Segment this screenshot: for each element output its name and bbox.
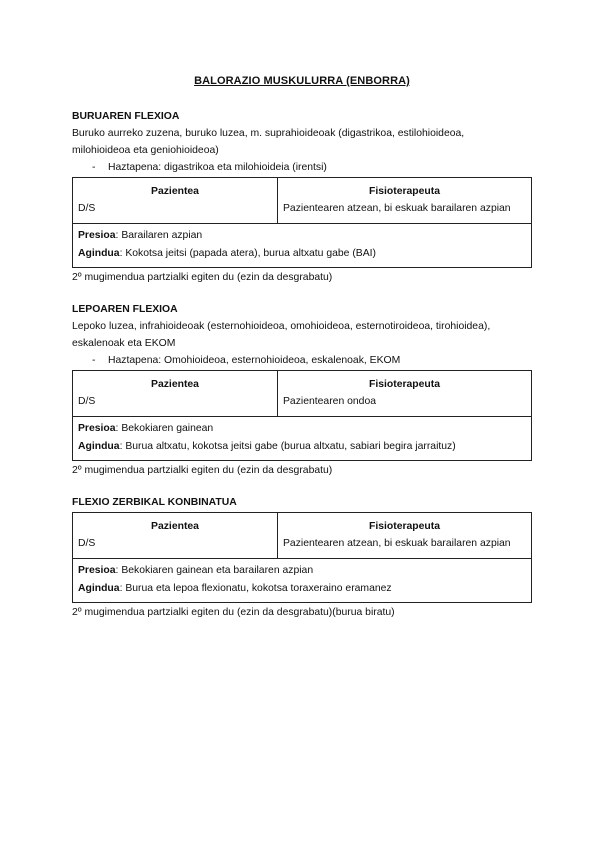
therapist-header: Fisioterapeuta: [368, 186, 441, 197]
patient-value: D/S: [78, 203, 96, 214]
patient-cell: [73, 513, 278, 558]
patient-header: Pazientea: [151, 521, 199, 532]
therapist-header: Fisioterapeuta: [368, 521, 441, 532]
patient-cell: [73, 371, 278, 416]
bullet-text: Haztapena: digastrikoa eta milohioideia (irentsi): [108, 162, 327, 173]
section-heading: LEPOAREN FLEXIOA: [72, 304, 178, 315]
agindua-label: Agindua: [78, 248, 120, 259]
therapist-value: Pazientearen atzean, bi eskuak barailaren azpian: [283, 203, 511, 214]
agindua-line: Agindua: Kokotsa jeitsi (papada atera), burua altxatu gabe (BAI): [78, 248, 377, 259]
agindua-label: Agindua: [78, 441, 120, 452]
section-flexio-zerbikal-konbinatua: [72, 494, 532, 621]
agindua-value: Burua altxatu, kokotsa jeitsi gabe (burua altxatu, sabiari begira jarraituz): [125, 441, 456, 452]
dash-bullet-icon: -: [92, 355, 96, 366]
therapist-cell: [278, 513, 531, 558]
table-header-row: [73, 371, 531, 417]
presioa-line: Presioa: Bekokiaren gainean: [78, 423, 214, 434]
table-detail-row: [73, 224, 531, 267]
agindua-label: Agindua: [78, 583, 120, 594]
table-detail-row: [73, 559, 531, 602]
therapist-value: Pazientearen atzean, bi eskuak barailaren azpian: [283, 538, 511, 549]
dash-bullet-icon: -: [92, 162, 96, 173]
presioa-value: Bekokiaren gainean eta barailaren azpian: [121, 565, 314, 576]
info-table: [72, 512, 532, 603]
bullet-item: [72, 352, 532, 369]
agindua-line: Agindua: Burua eta lepoa flexionatu, kokotsa toraxeraino eramanez: [78, 583, 392, 594]
section-heading: FLEXIO ZERBIKAL KONBINATUA: [72, 497, 237, 508]
section-buruaren-flexioa: [72, 108, 532, 286]
table-detail-row: [73, 417, 531, 460]
info-table: [72, 370, 532, 461]
therapist-value: Pazientearen ondoa: [283, 396, 377, 407]
bullet-text: Haztapena: Omohioideoa, esternohioideoa, eskalenoak, EKOM: [108, 355, 401, 366]
section-description-line: Lepoko luzea, infrahioideoak (esternohioideoa, omohioideoa, esternotiroideoa, tirohioidea),: [72, 321, 491, 332]
patient-value: D/S: [78, 396, 96, 407]
therapist-cell: [278, 178, 531, 223]
presioa-label: Presioa: [78, 230, 116, 241]
agindua-value: Burua eta lepoa flexionatu, kokotsa toraxeraino eramanez: [125, 583, 392, 594]
patient-header: Pazientea: [151, 379, 199, 390]
section-description-line: eskalenoak eta EKOM: [72, 338, 176, 349]
presioa-value: Bekokiaren gainean: [121, 423, 214, 434]
agindua-value: Kokotsa jeitsi (papada atera), burua altxatu gabe (BAI): [125, 248, 377, 259]
patient-value: D/S: [78, 538, 96, 549]
section-description-line: Buruko aurreko zuzena, buruko luzea, m. suprahioideoak (digastrikoa, estilohioideoa,: [72, 128, 465, 139]
presioa-value: Barailaren azpian: [121, 230, 203, 241]
section-note: 2º mugimendua partzialki egiten du (ezin da desgrabatu)(burua biratu): [72, 607, 395, 618]
presioa-line: Presioa: Barailaren azpian: [78, 230, 203, 241]
presioa-label: Presioa: [78, 565, 116, 576]
presioa-label: Presioa: [78, 423, 116, 434]
section-description-line: milohioideoa eta geniohioideoa): [72, 145, 219, 156]
section-note: 2º mugimendua partzialki egiten du (ezin da desgrabatu): [72, 272, 333, 283]
section-lepoaren-flexioa: [72, 301, 532, 479]
therapist-header: Fisioterapeuta: [368, 379, 441, 390]
table-header-row: [73, 513, 531, 559]
section-note: 2º mugimendua partzialki egiten du (ezin da desgrabatu): [72, 465, 333, 476]
section-heading: BURUAREN FLEXIOA: [72, 111, 180, 122]
bullet-item: [72, 159, 532, 176]
patient-header: Pazientea: [151, 186, 199, 197]
document-title: BALORAZIO MUSKULURRA (ENBORRA): [194, 75, 410, 87]
patient-cell: [73, 178, 278, 223]
agindua-line: Agindua: Burua altxatu, kokotsa jeitsi gabe (burua altxatu, sabiari begira jarraituz): [78, 441, 456, 452]
presioa-line: Presioa: Bekokiaren gainean eta barailaren azpian: [78, 565, 314, 576]
info-table: [72, 177, 532, 268]
table-header-row: [73, 178, 531, 224]
therapist-cell: [278, 371, 531, 416]
